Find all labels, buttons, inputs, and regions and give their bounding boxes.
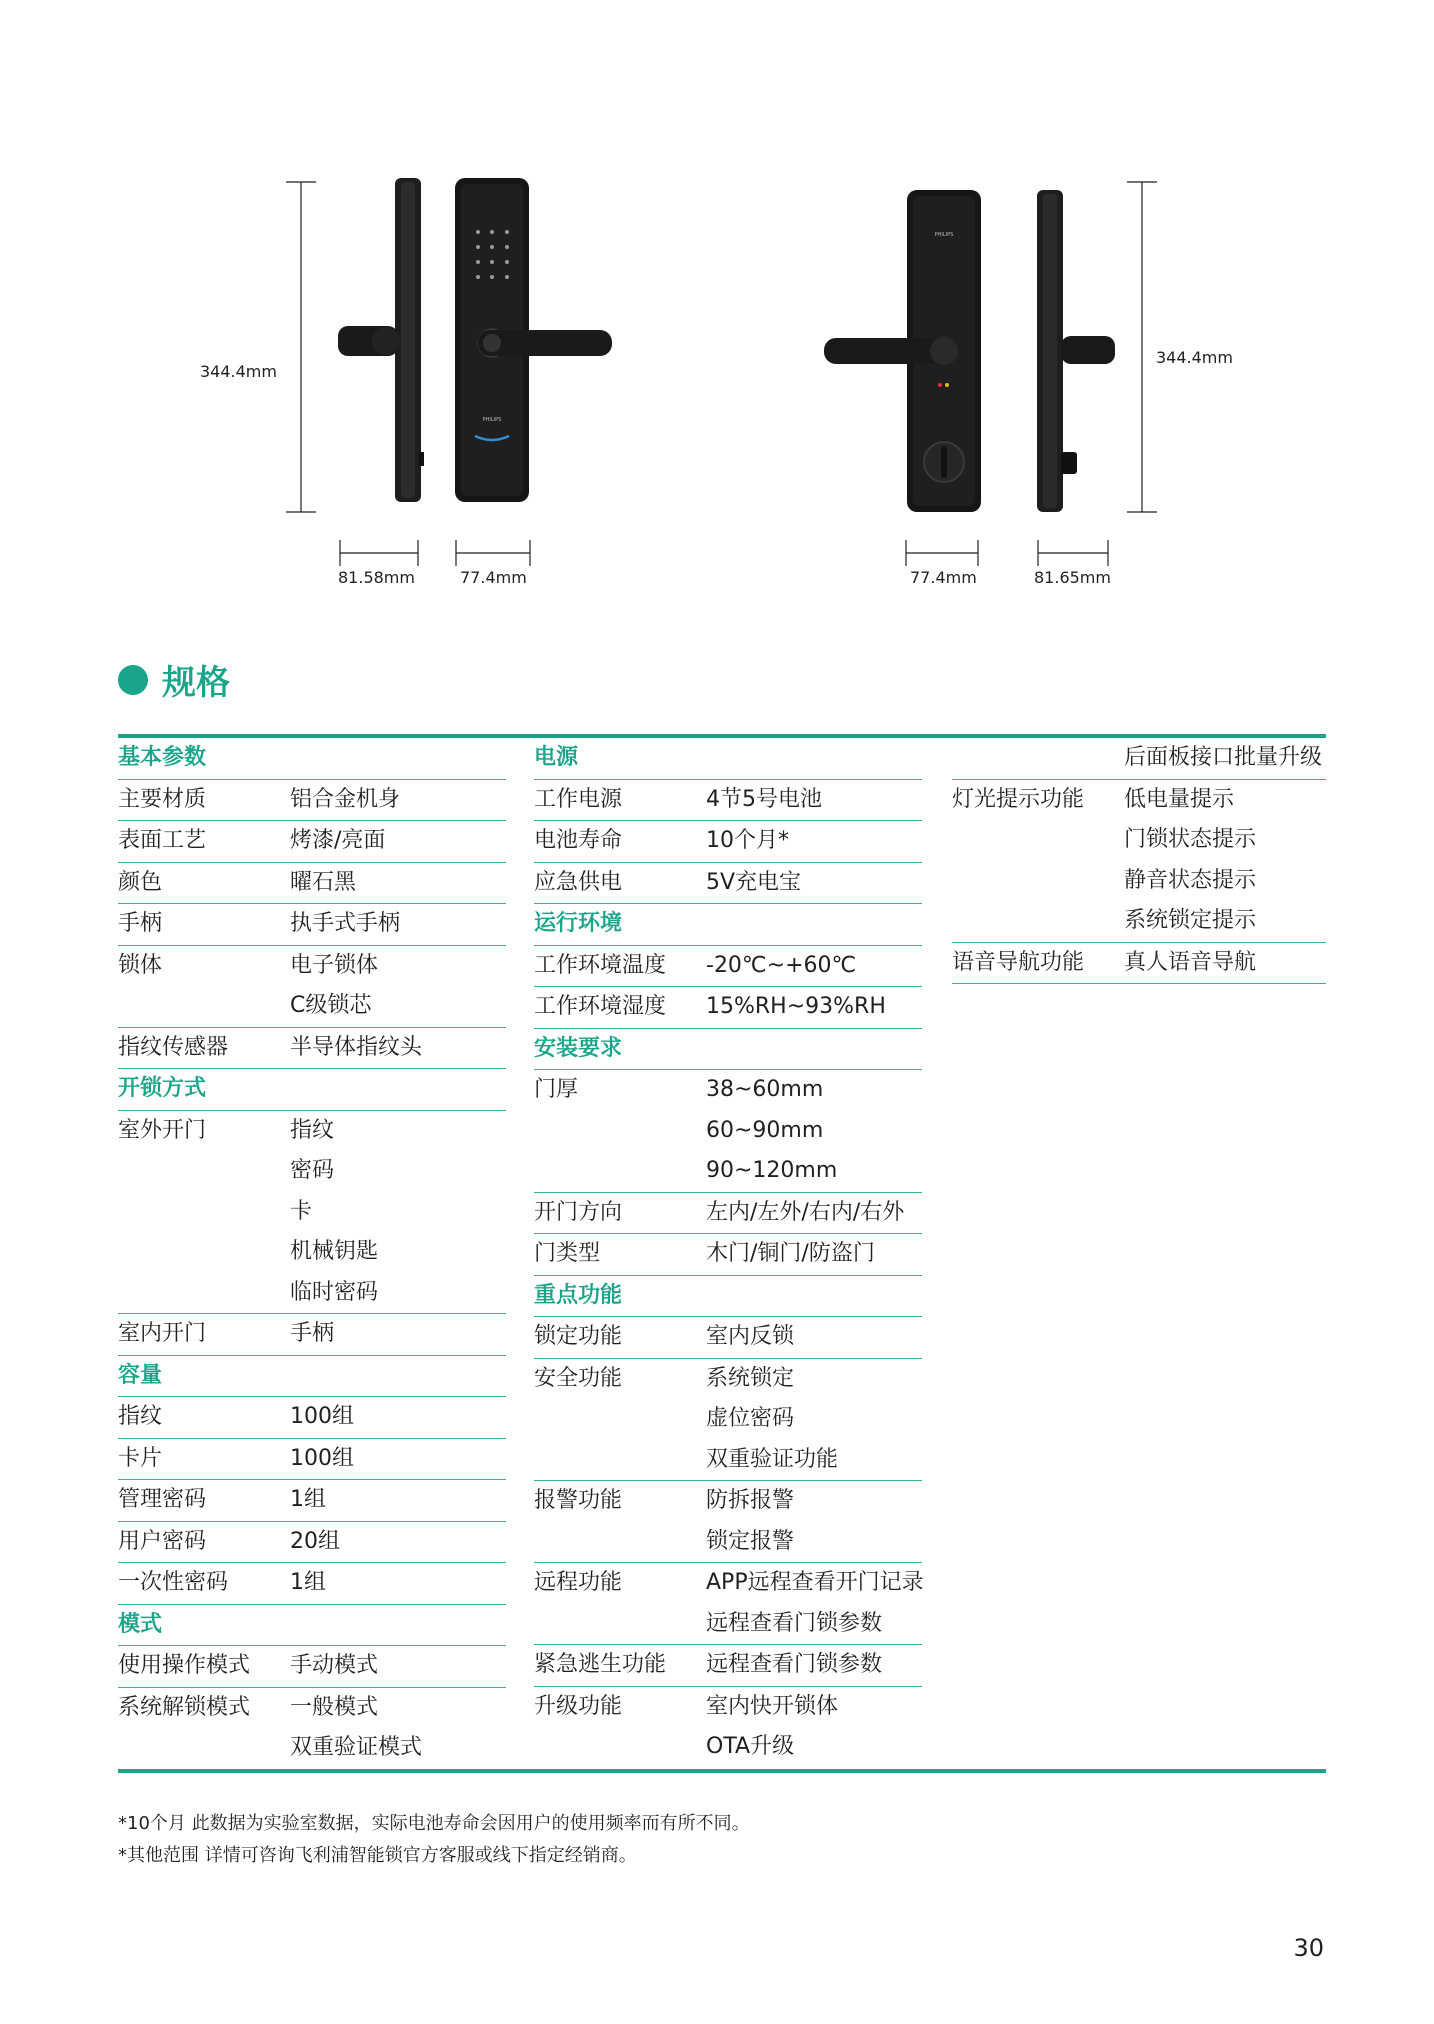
spec-value: 远程查看门锁参数: [706, 1610, 883, 1636]
spec-row: [118, 821, 506, 863]
spec-key: 升级功能: [534, 1693, 623, 1719]
spec-value: 90~120mm: [706, 1158, 838, 1183]
spec-value: 卡: [290, 1198, 313, 1224]
spec-row: [534, 1276, 922, 1318]
spec-column-3: [952, 738, 1326, 984]
spec-value: 10个月*: [706, 828, 789, 853]
spec-key: 灯光提示功能: [952, 786, 1085, 812]
spec-key: 指纹: [118, 1404, 163, 1429]
spec-key: 管理密码: [118, 1487, 207, 1512]
spec-key: 用户密码: [118, 1528, 207, 1554]
spec-row: [534, 1029, 922, 1071]
spec-row: [118, 1480, 506, 1522]
spec-row: [534, 1234, 922, 1276]
spec-value: 手动模式: [290, 1653, 379, 1678]
spec-category: 模式: [118, 1611, 163, 1637]
spec-key: 系统解锁模式: [118, 1694, 251, 1720]
spec-value: 室内快开锁体: [706, 1693, 839, 1719]
spec-value: APP远程查看开门记录: [706, 1570, 924, 1595]
spec-value: C级锁芯: [290, 993, 372, 1018]
spec-row: [118, 1439, 506, 1481]
spec-value: OTA升级: [706, 1734, 795, 1759]
spec-value: 烤漆/亮面: [290, 828, 386, 853]
spec-key: 锁定功能: [534, 1324, 623, 1349]
spec-value: 1组: [290, 1487, 326, 1512]
product-dimension-drawing: [0, 0, 1434, 600]
dim-width-3: 77.4mm: [910, 568, 977, 587]
indoor-lock-back: [824, 190, 981, 512]
spec-key: 使用操作模式: [118, 1653, 251, 1678]
spec-value: 机械钥匙: [290, 1239, 379, 1264]
spec-value: 60~90mm: [706, 1117, 824, 1143]
spec-row: [534, 904, 922, 946]
spec-value: 真人语音导航: [1124, 949, 1257, 975]
spec-key: 颜色: [118, 869, 163, 895]
spec-key: 远程功能: [534, 1570, 623, 1595]
spec-value: 1组: [290, 1570, 326, 1595]
spec-value: 手柄: [290, 1321, 335, 1346]
spec-value: 15%RH~93%RH: [706, 994, 886, 1019]
outdoor-lock-front: [455, 178, 612, 502]
spec-row: [534, 946, 922, 988]
dim-width-4: 81.65mm: [1034, 568, 1111, 587]
dim-height-left: 344.4mm: [200, 362, 277, 381]
spec-category: 安装要求: [534, 1035, 623, 1061]
spec-row: [952, 901, 1326, 943]
spec-row: [534, 1151, 922, 1193]
spec-row: [534, 780, 922, 822]
spec-key: 应急供电: [534, 869, 623, 895]
bullet-dot-icon: [118, 665, 148, 695]
spec-key: 紧急逃生功能: [534, 1652, 667, 1677]
spec-value: 执手式手柄: [290, 911, 401, 936]
spec-row: [952, 943, 1326, 985]
spec-row: [534, 987, 922, 1029]
spec-row: [118, 738, 506, 780]
spec-value: 静音状态提示: [1124, 867, 1257, 893]
spec-row: [118, 1563, 506, 1605]
footnote: *其他范围 详情可咨询飞利浦智能锁官方客服或线下指定经销商。: [118, 1845, 637, 1866]
spec-value: 锁定报警: [706, 1528, 795, 1554]
spec-row: [534, 1522, 922, 1564]
spec-value: 38~60mm: [706, 1077, 824, 1102]
spec-row: [118, 1522, 506, 1564]
spec-value: 远程查看门锁参数: [706, 1652, 883, 1677]
spec-value: 指纹: [290, 1117, 335, 1143]
left-width-dimensions: [340, 540, 530, 566]
spec-category: 重点功能: [534, 1282, 623, 1308]
spec-key: 电池寿命: [534, 828, 623, 853]
spec-value: 双重验证功能: [706, 1446, 839, 1472]
spec-key: 表面工艺: [118, 828, 207, 853]
spec-column-2: [534, 738, 922, 1768]
spec-key: 卡片: [118, 1445, 163, 1471]
spec-value: 半导体指纹头: [290, 1034, 423, 1060]
spec-key: 工作环境湿度: [534, 994, 667, 1019]
spec-key: 语音导航功能: [952, 949, 1085, 975]
spec-row: [118, 1397, 506, 1439]
spec-row: [952, 738, 1326, 780]
spec-category: 容量: [118, 1362, 163, 1388]
spec-row: [534, 1481, 922, 1522]
dim-width-2: 77.4mm: [460, 568, 527, 587]
spec-value: 铝合金机身: [290, 786, 401, 812]
spec-value: 室内反锁: [706, 1324, 795, 1349]
spec-key: 开门方向: [534, 1199, 623, 1225]
spec-value: 临时密码: [290, 1279, 379, 1305]
spec-row: [534, 1070, 922, 1111]
spec-key: 安全功能: [534, 1365, 623, 1391]
spec-value: 4节5号电池: [706, 786, 822, 812]
spec-row: [118, 1069, 506, 1111]
spec-value: 左内/左外/右内/右外: [706, 1199, 905, 1225]
spec-value: 20组: [290, 1528, 340, 1554]
spec-value: 密码: [290, 1158, 335, 1183]
spec-value: 系统锁定: [706, 1365, 795, 1391]
spec-row: [118, 904, 506, 946]
spec-category: 电源: [534, 745, 579, 770]
section-heading: [118, 655, 230, 704]
spec-category: 开锁方式: [118, 1076, 207, 1101]
spec-value: 木门/铜门/防盗门: [706, 1241, 875, 1266]
spec-value: 曜石黑: [290, 869, 357, 895]
spec-column-1: [118, 738, 506, 1769]
dim-width-1: 81.58mm: [338, 568, 415, 587]
spec-row: [118, 1111, 506, 1152]
spec-row: [534, 1111, 922, 1152]
left-lock-side-view: [338, 178, 424, 502]
spec-key: 主要材质: [118, 786, 207, 812]
spec-value: 虚位密码: [706, 1406, 795, 1431]
spec-row: [534, 1563, 922, 1604]
spec-row: [534, 1440, 922, 1482]
spec-row: [118, 986, 506, 1028]
spec-key: 一次性密码: [118, 1570, 229, 1595]
spec-key: 指纹传感器: [118, 1034, 229, 1060]
spec-value: 双重验证模式: [290, 1735, 423, 1760]
spec-key: 工作电源: [534, 786, 623, 812]
spec-value: 防拆报警: [706, 1488, 795, 1513]
footnote: *10个月 此数据为实验室数据，实际电池寿命会因用户的使用频率而有所不同。: [118, 1813, 750, 1834]
spec-row: [534, 1687, 922, 1728]
spec-value: 系统锁定提示: [1124, 908, 1257, 933]
footnotes: [118, 1808, 750, 1872]
spec-row: [534, 1645, 922, 1687]
spec-row: [118, 780, 506, 822]
spec-row: [118, 1605, 506, 1647]
spec-value: 100组: [290, 1445, 354, 1471]
svg-text:PHILIPS: PHILIPS: [934, 232, 954, 238]
spec-value: 后面板接口批量升级: [1124, 745, 1323, 770]
spec-value: 5V充电宝: [706, 869, 802, 895]
spec-key: 锁体: [118, 952, 163, 978]
svg-text:PHILIPS: PHILIPS: [482, 417, 502, 423]
spec-key: 室外开门: [118, 1117, 207, 1143]
spec-category: 基本参数: [118, 745, 207, 770]
spec-row: [534, 1727, 922, 1768]
spec-value: -20℃~+60℃: [706, 952, 857, 978]
spec-row: [118, 1314, 506, 1356]
spec-row: [534, 1193, 922, 1235]
spec-row: [118, 1356, 506, 1398]
spec-row: [118, 1028, 506, 1070]
right-width-dimensions: [906, 540, 1108, 566]
spec-row: [118, 1688, 506, 1729]
spec-value: 低电量提示: [1124, 786, 1235, 812]
spec-row: [118, 1646, 506, 1688]
spec-row: [952, 861, 1326, 902]
spec-key: 手柄: [118, 911, 163, 936]
spec-row: [952, 820, 1326, 861]
spec-row: [534, 1399, 922, 1440]
spec-value: 门锁状态提示: [1124, 827, 1257, 852]
spec-key: 报警功能: [534, 1488, 623, 1513]
spec-row: [534, 1359, 922, 1400]
spec-key: 工作环境温度: [534, 952, 667, 978]
spec-key: 室内开门: [118, 1321, 207, 1346]
spec-row: [118, 1232, 506, 1273]
spec-row: [118, 1151, 506, 1192]
spec-value: 一般模式: [290, 1694, 379, 1720]
right-height-dimension: [1127, 182, 1157, 512]
spec-value: 100组: [290, 1404, 354, 1429]
table-bottom-rule: [118, 1769, 1326, 1773]
right-lock-side-view: [1037, 190, 1115, 512]
spec-value: 电子锁体: [290, 952, 379, 978]
spec-row: [118, 1728, 506, 1769]
spec-row: [118, 1192, 506, 1233]
spec-row: [534, 738, 922, 780]
spec-row: [952, 780, 1326, 821]
spec-row: [534, 863, 922, 905]
spec-key: 门类型: [534, 1241, 601, 1266]
spec-row: [534, 1604, 922, 1646]
spec-row: [118, 946, 506, 987]
spec-row: [118, 863, 506, 905]
dim-height-right: 344.4mm: [1156, 348, 1233, 367]
spec-row: [118, 1273, 506, 1315]
spec-row: [534, 1317, 922, 1359]
spec-category: 运行环境: [534, 911, 623, 936]
page-number: 30: [1293, 1934, 1324, 1962]
section-title: 规格: [162, 663, 230, 703]
spec-key: 门厚: [534, 1077, 579, 1102]
spec-row: [534, 821, 922, 863]
left-height-dimension: [286, 182, 316, 512]
